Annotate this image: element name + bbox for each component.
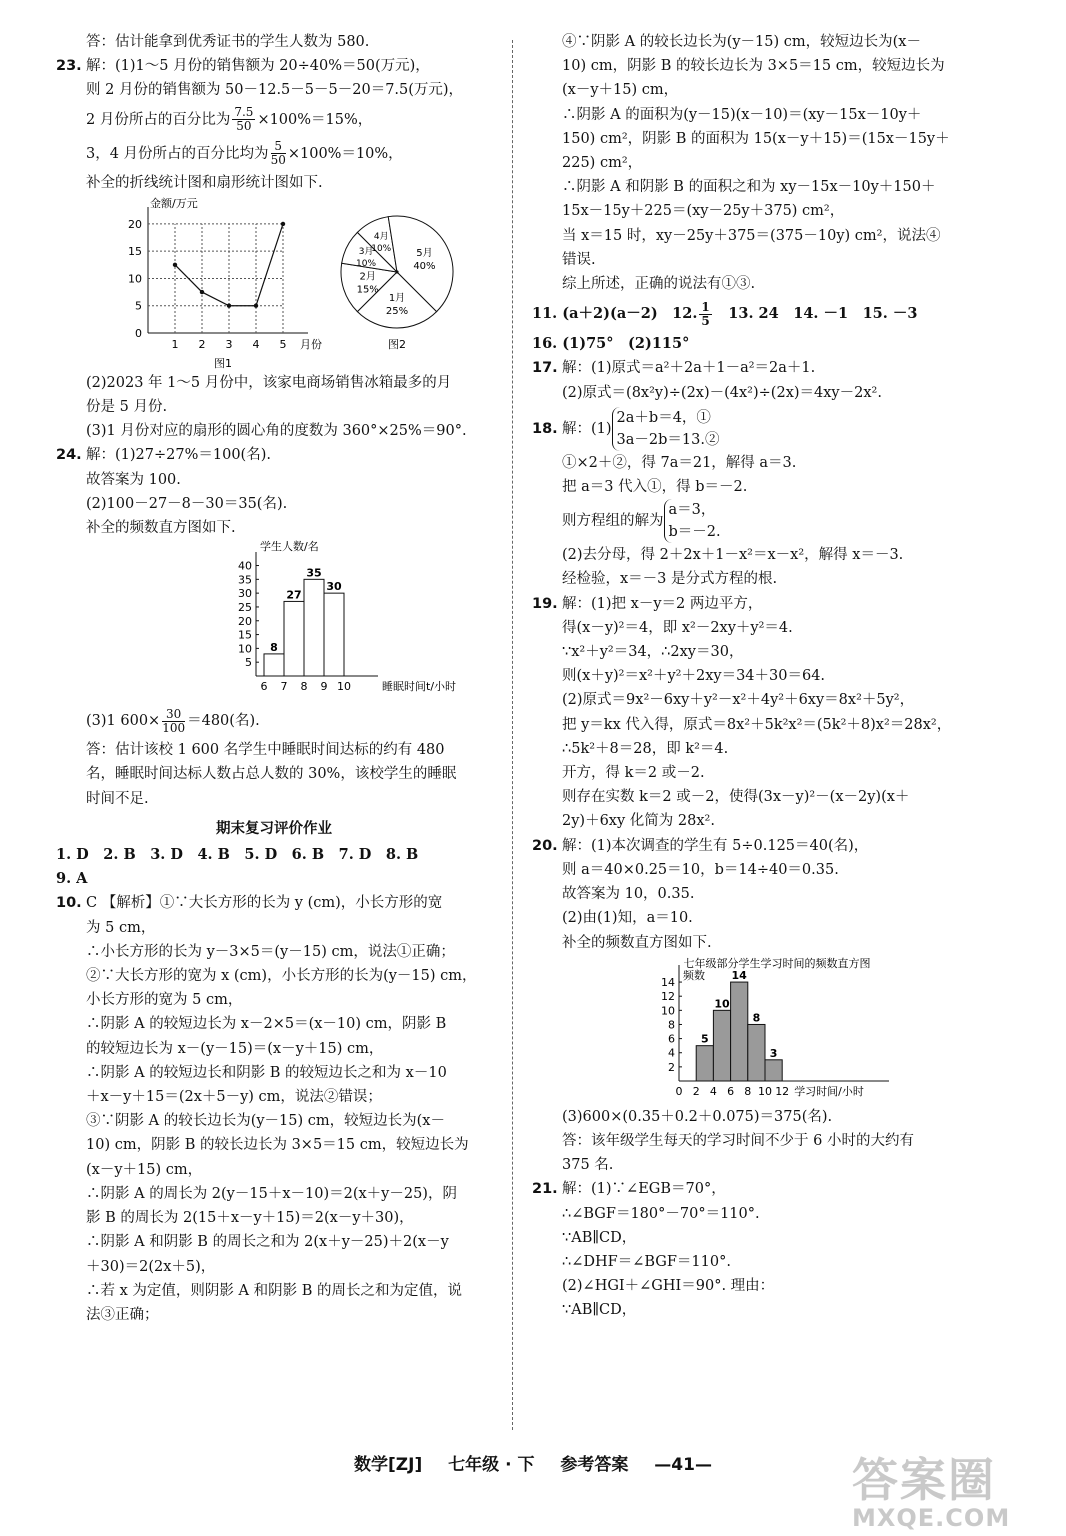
q24-figure — [56, 540, 492, 704]
q19-line: 把 y＝kx 代入得，原式＝8x²＋5k²x²＝(5k²＋8)x²＝28x²， — [562, 716, 952, 733]
q19-line: 开方，得 k＝2 或－2. — [562, 765, 705, 782]
q18-line: 18. 解：(1) 2a＋b＝4，① 3a－2b＝13.② — [532, 407, 972, 451]
q23-line: 份是 5 月份. — [86, 399, 168, 416]
q17-line: 解：(1)原式＝a²＋2a＋1－a²＝2a＋1. — [562, 360, 816, 377]
q10-cont-line: 综上所述，正确的说法有①③. — [562, 276, 756, 293]
y-axis-label: 金额/万元 — [150, 196, 198, 210]
histogram-study-time — [637, 955, 917, 1105]
histogram-bar — [304, 580, 324, 677]
q19-line: 则存在实数 k＝2 或－2，使得(3x－y)²－(x－2y)(x＋ — [562, 789, 910, 806]
q19-line: 解：(1)把 x－y＝2 两边平方， — [562, 595, 763, 612]
data-point — [254, 303, 258, 307]
right-column — [532, 30, 972, 1323]
x-tick-label: 10 — [758, 1084, 772, 1098]
bar-value-label: 30 — [326, 580, 342, 594]
bar-value-label: 14 — [731, 968, 747, 982]
q20-line: 375 名. — [562, 1157, 614, 1174]
q10-line: ②∵大长方形的宽为 x (cm)，小长方形的长为(y－15) cm， — [86, 968, 477, 985]
q19-line: ∵x²＋y²＝34，∴2xy＝30， — [562, 644, 744, 661]
q20-line: 解：(1)本次调查的学生有 5÷0.125＝40(名)， — [562, 837, 869, 854]
chart-title: 图1 — [214, 356, 232, 370]
q24-line: 解：(1)27÷27%＝100(名). — [86, 447, 271, 464]
q17-number: 17. — [532, 360, 558, 377]
x-tick-label: 6 — [260, 680, 268, 694]
left-column — [56, 30, 492, 1327]
q10-number: 10. — [56, 895, 82, 912]
pie-chart-fig2 — [339, 195, 459, 371]
x-tick-label: 4 — [709, 1084, 717, 1098]
x-axis-label: 月份 — [300, 337, 322, 351]
slice-label: 5月 — [416, 247, 433, 259]
q24-line: 时间不足. — [86, 790, 149, 807]
q24-line: 名，睡眠时间达标人数占总人数的 30%，该校学生的睡眠 — [86, 766, 457, 783]
fraction: $\frac{30}{100}$ — [162, 706, 186, 735]
q10-line: ③∵阴影 A 的较长边长为(y－15) cm，较短边长为(x－ — [86, 1113, 445, 1130]
y-tick-label: 10 — [661, 1004, 675, 1018]
y-tick-label: 20 — [128, 217, 142, 231]
q23-line: 则 2 月份的销售额为 50－12.5－5－5－20＝7.5(万元)， — [86, 82, 464, 99]
q18-line: ①×2＋②，得 7a＝21，解得 a＝3. — [562, 454, 797, 471]
q10-cont-line: 错误. — [562, 251, 596, 268]
q20-line: 故答案为 10，0.35. — [562, 886, 695, 903]
y-tick-label: 0 — [135, 326, 142, 340]
footer-subject: 数学[ZJ] — [354, 1455, 423, 1475]
watermark-text: 答案圈 — [852, 1453, 996, 1507]
q10-cont-line: 225) cm²， — [562, 155, 643, 172]
fraction: $\frac{7.5}{50}$ — [234, 105, 254, 134]
footer-label: 参考答案 — [560, 1455, 629, 1475]
q24-line: 故答案为 100. — [86, 471, 181, 488]
mc-answers-2: 9. A — [56, 870, 88, 888]
q10-line: ∴阴影 A 的较短边长为 x－2×5＝(x－10) cm，阴影 B — [86, 1016, 447, 1033]
x-tick-label: 10 — [337, 680, 351, 694]
x-tick-label: 12 — [775, 1084, 790, 1098]
q20-number: 20. — [532, 837, 558, 854]
y-tick-label: 5 — [135, 299, 142, 313]
solution-system: a＝3， b＝－2. — [664, 499, 721, 543]
y-tick-label: 15 — [238, 628, 252, 642]
q21-number: 21. — [532, 1181, 558, 1198]
q10-line: ∴阴影 A 和阴影 B 的周长之和为 2(x＋y－25)＋2(x－y — [86, 1234, 449, 1251]
footer-grade: 七年级 · 下 — [448, 1455, 535, 1475]
q10-cont-line: ∴阴影 A 的面积为(y－15)(x－10)＝(xy－15x－10y＋ — [562, 106, 922, 123]
fraction: $\frac{5}{50}$ — [270, 139, 286, 168]
slice-label: 1月 — [388, 292, 406, 304]
q10-line: 小长方形的宽为 5 cm， — [86, 992, 243, 1009]
line-chart-fig1 — [116, 195, 326, 371]
data-point — [173, 262, 177, 266]
data-point — [227, 303, 231, 307]
q10-cont-line: 15x－15y＋225＝(xy－25y＋375) cm²， — [562, 203, 845, 220]
y-tick-label: 30 — [238, 587, 252, 601]
watermark-logo — [852, 1444, 1042, 1532]
q10-line: 10) cm，阴影 B 的较长边长为 3×5＝15 cm，较短边长为 — [86, 1137, 469, 1154]
y-tick-label: 10 — [128, 272, 142, 286]
bar-value-label: 35 — [306, 566, 322, 580]
histogram-bar — [284, 602, 304, 677]
q19-line: (2)原式＝9x²－6xy＋y²－x²＋4y²＋6xy＝8x²＋5y²， — [562, 692, 915, 709]
q24-line: 补全的频数直方图如下. — [86, 520, 236, 537]
histogram-sleep — [186, 540, 457, 704]
slice-label: 2月 — [359, 271, 376, 283]
x-tick-label: 7 — [280, 680, 288, 694]
y-tick-label: 40 — [238, 559, 252, 573]
slice-label: 4月 — [373, 231, 389, 242]
q19-line: ∴5k²＋8＝28，即 k²＝4. — [562, 740, 729, 757]
histogram-bar — [696, 1045, 713, 1080]
q17-line: (2)原式＝(8x²y)÷(2x)－(4x²)÷(2x)＝4xy－2x². — [562, 384, 882, 401]
equation-system: 2a＋b＝4，① 3a－2b＝13.② — [612, 407, 720, 451]
y-tick-label: 15 — [128, 244, 142, 258]
fraction: $\frac{1}{5}$ — [701, 299, 710, 328]
histogram-bar — [731, 982, 748, 1081]
y-tick-label: 12 — [661, 989, 675, 1003]
bar-value-label: 10 — [714, 997, 730, 1011]
y-axis-label: 频数 — [683, 968, 705, 982]
q10-line: 为 5 cm， — [86, 919, 156, 936]
q24-line: (3)1 600× $\frac{30}{100}$ ＝480(名). — [86, 706, 260, 735]
chart-title: 七年级部分学生学习时间的频数直方图 — [683, 956, 871, 970]
q23-line: 补全的折线统计图和扇形统计图如下. — [86, 174, 323, 191]
fill-in-answers: 11. (a＋2)(a－2) 12. $\frac{1}{5}$ 13. 24 14. －1 15. －3 — [532, 299, 918, 328]
y-tick-label: 25 — [238, 601, 252, 615]
q10-line: ∴阴影 A 的较短边长和阴影 B 的较短边长之和为 x－10 — [86, 1064, 447, 1081]
slice-percent: 25% — [385, 305, 409, 317]
y-axis-label: 学生人数/名 — [260, 540, 319, 554]
data-point — [200, 290, 204, 294]
q18-line: 经检验，x＝－3 是分式方程的根. — [562, 571, 778, 588]
y-tick-label: 4 — [668, 1046, 675, 1060]
q18-line: 则方程组的解为 a＝3， b＝－2. — [532, 499, 972, 543]
x-tick-label: 1 — [171, 337, 179, 351]
q10-cont-line: 当 x＝15 时，xy－25y＋375＝(375－10y) cm²，说法④ — [562, 227, 941, 244]
q19-line: 则(x＋y)²＝x²＋y²＋2xy＝34＋30＝64. — [562, 668, 826, 685]
y-tick-label: 6 — [668, 1032, 675, 1046]
q21-line: ∵AB∥CD， — [562, 1302, 637, 1319]
q18-number: 18. — [532, 420, 558, 437]
q20-line: (3)600×(0.35＋0.2＋0.075)＝375(名). — [562, 1108, 833, 1125]
q19-line: 2y)＋6xy 化简为 28x². — [562, 813, 715, 830]
intro-line: 答：估计能拿到优秀证书的学生人数为 580. — [86, 34, 370, 50]
q23-line: (3)1 月份对应的扇形的圆心角的度数为 360°×25%＝90°. — [86, 423, 467, 440]
y-tick-label: 8 — [668, 1018, 675, 1032]
page-number: —41— — [654, 1455, 712, 1475]
q10-cont-line: 10) cm，阴影 B 的较长边长为 3×5＝15 cm，较短边长为 — [562, 58, 945, 75]
slice-percent: 10% — [356, 259, 377, 270]
q10-cont-line: ∴阴影 A 和阴影 B 的面积之和为 xy－15x－10y＋150＋ — [562, 179, 936, 196]
q21-line: ∵AB∥CD， — [562, 1229, 637, 1246]
q16-answer: 16. (1)75° (2)115° — [532, 335, 690, 353]
slice-label: 3月 — [358, 247, 374, 258]
q10-cont-line: ④∵阴影 A 的较长边长为(y－15) cm，较短边长为(x－ — [562, 34, 921, 50]
x-tick-label: 2 — [198, 337, 206, 351]
x-tick-label: 8 — [744, 1084, 752, 1098]
q20-line: 补全的频数直方图如下. — [562, 934, 712, 951]
q24-number: 24. — [56, 447, 82, 464]
slice-percent: 40% — [413, 260, 436, 272]
watermark-url: MXQE.COM — [852, 1504, 1011, 1532]
q21-line: (2)∠HGI＋∠GHI＝90°. 理由： — [562, 1278, 775, 1295]
q10-line: 的较短边长为 x－(y－15)＝(x－y＋15) cm， — [86, 1040, 384, 1057]
x-tick-label: 4 — [252, 337, 260, 351]
histogram-bar — [765, 1060, 782, 1081]
q10-line: ∴小长方形的长为 y－3×5＝(y－15) cm，说法①正确； — [86, 943, 455, 960]
review-title: 期末复习评价作业 — [216, 820, 332, 837]
q10-line: C 【解析】①∵大长方形的长为 y (cm)，小长方形的宽 — [86, 895, 443, 912]
q21-line: 解：(1)∵∠EGB＝70°， — [562, 1181, 726, 1198]
histogram-bar — [264, 654, 284, 676]
x-tick-label: 5 — [279, 337, 287, 351]
q10-line: (x－y＋15) cm， — [86, 1161, 203, 1178]
q23-line: (2)2023 年 1～5 月份中，该家电商场销售冰箱最多的月 — [86, 374, 452, 391]
y-tick-label: 10 — [238, 642, 252, 656]
q19-line: 得(x－y)²＝4，即 x²－2xy＋y²＝4. — [562, 619, 793, 636]
q24-line: (2)100－27－8－30＝35(名). — [86, 495, 288, 512]
slice-percent: 15% — [356, 284, 379, 296]
q20-line: 答：该年级学生每天的学习时间不少于 6 小时的大约有 — [562, 1132, 914, 1149]
chart-title: 图2 — [388, 337, 406, 351]
pie-center — [395, 270, 398, 273]
bar-value-label: 3 — [769, 1046, 778, 1060]
x-axis-label: 学习时间/小时 — [794, 1084, 864, 1098]
q10-cont-line: 150) cm²，阴影 B 的面积为 15(x－y＋15)＝(15x－15y＋ — [562, 130, 950, 147]
q18-line: 把 a＝3 代入①，得 b＝－2. — [562, 479, 748, 496]
q10-line: ∴若 x 为定值，则阴影 A 和阴影 B 的周长之和为定值，说 — [86, 1282, 462, 1299]
q10-line: ＋x－y＋15＝(2x＋5－y) cm，说法②错误； — [86, 1089, 382, 1106]
q20-line: (2)由(1)知，a＝10. — [562, 910, 693, 927]
bar-value-label: 27 — [286, 588, 302, 602]
q23-line: 解：(1)1～5 月份的销售额为 20÷40%＝50(万元)， — [86, 58, 430, 75]
q10-line: ∴阴影 A 的周长为 2(y－15＋x－10)＝2(x＋y－25)，阴 — [86, 1185, 457, 1202]
y-tick-label: 5 — [245, 656, 252, 670]
bar-value-label: 5 — [700, 1032, 709, 1046]
q10-cont-line: (x－y＋15) cm， — [562, 82, 679, 99]
q23-line: 2 月份所占的百分比为 $\frac{7.5}{50}$ ×100%＝15%， — [86, 105, 373, 134]
q23-figures — [56, 195, 492, 371]
q10-line: ＋30)＝2(2x＋5)， — [86, 1258, 216, 1275]
histogram-bar — [713, 1010, 730, 1081]
x-tick-label: 3 — [225, 337, 233, 351]
q18-line: (2)去分母，得 2＋2x＋1－x²＝x－x²，解得 x＝－3. — [562, 547, 904, 564]
q23-number: 23. — [56, 58, 82, 75]
y-tick-label: 20 — [238, 614, 252, 628]
q21-line: ∴∠DHF＝∠BGF＝110°. — [562, 1253, 731, 1270]
bar-value-label: 8 — [270, 641, 278, 655]
y-tick-label: 35 — [238, 573, 252, 587]
q23-line: 3，4 月份所占的百分比均为 $\frac{5}{50}$ ×100%＝10%， — [86, 139, 403, 168]
x-tick-label: 9 — [320, 680, 328, 694]
q21-line: ∴∠BGF＝180°－70°＝110°. — [562, 1205, 760, 1222]
y-tick-label: 2 — [668, 1060, 675, 1074]
x-tick-label: 8 — [300, 680, 308, 694]
q10-line: 法③正确； — [86, 1306, 159, 1323]
x-tick-label: 2 — [692, 1084, 700, 1098]
bar-value-label: 8 — [752, 1011, 761, 1025]
x-tick-label: 0 — [675, 1084, 683, 1098]
q19-number: 19. — [532, 595, 558, 612]
data-point — [281, 222, 285, 226]
q20-line: 则 a＝40×0.25＝10，b＝14÷40＝0.35. — [562, 861, 839, 878]
x-axis-label: 睡眠时间t/小时 — [382, 680, 457, 694]
q24-line: 答：估计该校 1 600 名学生中睡眠时间达标的约有 480 — [86, 742, 445, 759]
q10-line: 影 B 的周长为 2(15＋x－y＋15)＝2(x－y＋30)， — [86, 1210, 414, 1227]
column-divider — [512, 40, 513, 1430]
y-tick-label: 14 — [661, 975, 675, 989]
mc-answers-1: 1. D 2. B 3. D 4. B 5. D 6. B 7. D 8. B — [56, 846, 419, 864]
x-tick-label: 6 — [727, 1084, 735, 1098]
q20-figure — [532, 955, 972, 1105]
slice-percent: 10% — [371, 243, 392, 254]
histogram-bar — [748, 1024, 765, 1081]
histogram-bar — [324, 593, 344, 676]
